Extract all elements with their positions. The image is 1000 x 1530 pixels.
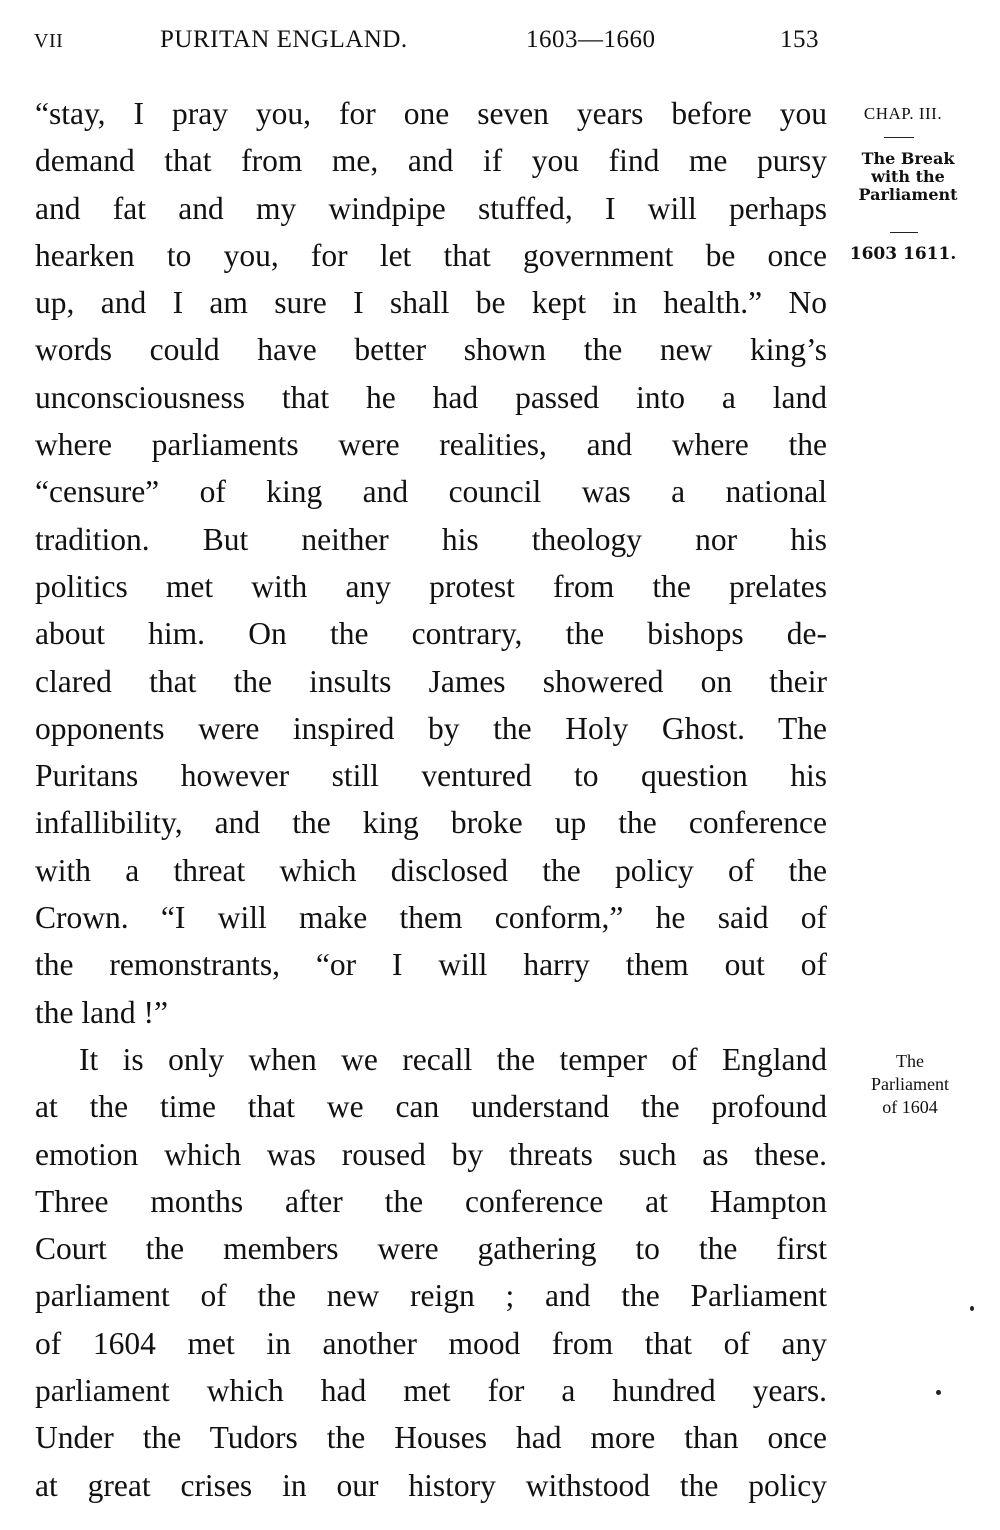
text-line: clared that the insults James showered on their (35, 663, 827, 699)
text-line: parliament which had met for a hundred years. (35, 1373, 827, 1409)
text-line: Puritans however still ventured to question his (35, 758, 827, 794)
text-line: infallibility, and the king broke up the conference (35, 805, 827, 841)
margin-note-line: The (896, 1051, 924, 1071)
text-line: Under the Tudors the Houses had more than once (35, 1420, 827, 1456)
text-line: of 1604 met in another mood from that of any (35, 1325, 827, 1361)
text-line: Crown. “I will make them conform,” he said of (35, 900, 827, 936)
margin-note-dates: 1603 1611. (849, 244, 957, 264)
text-line: where parliaments were realities, and where the (35, 427, 827, 463)
ink-speck (936, 1390, 941, 1395)
ink-speck (970, 1306, 974, 1311)
paragraph-end-line: the land !” (35, 994, 168, 1030)
text-line: Three months after the conference at Hampton (35, 1183, 827, 1219)
margin-note-parliament (840, 1050, 980, 1119)
page-number: 153 (780, 26, 819, 53)
running-title: PURITAN ENGLAND. (160, 26, 408, 53)
text-line: Court the members were gathering to the first (35, 1231, 827, 1267)
margin-note-line: of 1604 (882, 1097, 938, 1117)
text-line: “censure” of king and council was a national (35, 474, 827, 510)
text-line: with a threat which disclosed the policy of the (35, 852, 827, 888)
paragraph-first-line: It is only when we recall the temper of England (79, 1041, 827, 1077)
text-line: at great crises in our history withstood the policy (35, 1467, 827, 1503)
text-line: unconsciousness that he had passed into a land (35, 379, 827, 415)
margin-note-line: Parliament (858, 185, 958, 204)
margin-rule (890, 232, 918, 233)
text-line: words could have better shown the new king’s (35, 332, 827, 368)
text-line: politics met with any protest from the prelates (35, 568, 827, 604)
running-head (34, 26, 834, 56)
text-line: at the time that we can understand the profound (35, 1089, 827, 1125)
margin-note-line: with the (871, 167, 945, 186)
text-line: demand that from me, and if you find me pursy (35, 143, 827, 179)
text-line: up, and I am sure I shall be kept in health.” No (35, 285, 827, 321)
text-line: hearken to you, for let that government be once (35, 237, 827, 273)
margin-rule (884, 137, 914, 138)
margin-note-line: Parliament (871, 1074, 949, 1094)
text-line: parliament of the new reign ; and the Parliament (35, 1278, 827, 1314)
chapter-numeral: VII (34, 30, 64, 52)
margin-note-line: The Break (861, 149, 955, 168)
text-line: emotion which was roused by threats such as these. (35, 1136, 827, 1172)
margin-note-break (838, 150, 978, 204)
text-line: “stay, I pray you, for one seven years before you (35, 96, 827, 131)
text-line: about him. On the contrary, the bishops de- (35, 616, 827, 652)
body-text (35, 90, 827, 1509)
text-line: and fat and my windpipe stuffed, I will perhaps (35, 190, 827, 226)
running-dates: 1603—1660 (526, 26, 656, 53)
margin-chapter-label: CHAP. III. (863, 104, 943, 123)
text-line: the remonstrants, “or I will harry them out of (35, 947, 827, 983)
text-line: tradition. But neither his theology nor his (35, 521, 827, 557)
text-line: opponents were inspired by the Holy Ghost. The (35, 710, 827, 746)
